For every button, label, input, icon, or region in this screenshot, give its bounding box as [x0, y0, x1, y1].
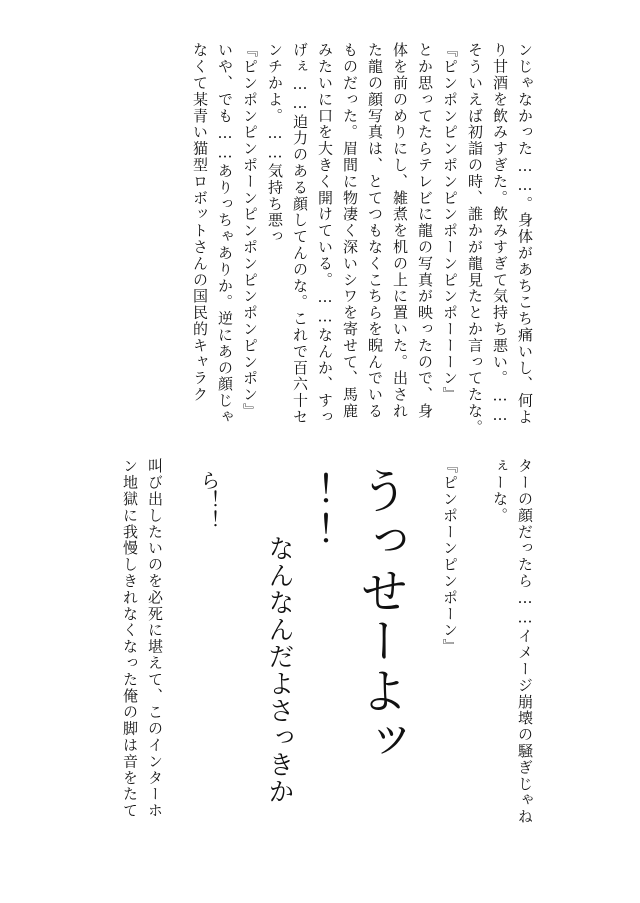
text-column-8: ものだった。眉間に物凄く深いシワを寄せて、馬鹿	[341, 42, 359, 420]
text-column-5: とか思ってたらテレビに龍の写真が映ったので、身	[416, 42, 434, 420]
big-exclaim: ！！	[291, 472, 335, 552]
shout-column: うっせーよッ	[352, 466, 408, 766]
text-column-14: なくて某青い猫型ロボットさんの国民的キャラク	[191, 42, 209, 403]
text-column-3: そういえば初詣の時、誰かが龍見たとか言ってたな。	[466, 42, 484, 436]
text-column-10: げぇ……迫力のある顔してんのな。これで百六十セ	[291, 42, 309, 426]
text-column-20: 叫び出したいのを必死に堪えて、このインターホ	[146, 458, 164, 819]
text-column-7: た龍の顔写真は、とてつもなくこちらを睨んでいる	[366, 42, 384, 420]
text-column-12: 『ピンポンピンポーンピンポンピンポンピンポン』	[241, 42, 259, 420]
text-column-1: ンじゃなかった……。身体があちこち痛いし、何よ	[516, 42, 534, 426]
text-column-21: ン地獄に我慢しきれなくなった俺の脚は音をたて	[121, 458, 139, 819]
text-column-9: みたいに口を大きく開けている。……なんか、すっ	[316, 42, 334, 426]
text-column-18: なんなんだよさっきか	[264, 535, 294, 805]
text-column-19: ら！！	[197, 470, 221, 530]
text-column-15: ターの顔だったら……イメージ崩壊の騒ぎじゃね	[516, 458, 534, 825]
text-column-6: 体を前のめりにし、雑煮を机の上に置いた。出され	[391, 42, 409, 420]
text-column-4: 『ピンポンピンポンピンポーンピンポーーーン』	[441, 42, 459, 403]
text-column-13: いや、でも……ありっちゃありか。逆にあの顔じゃ	[216, 42, 234, 426]
text-column-17: 『ピンポーンピンポーン』	[441, 458, 459, 655]
text-column-11: ンチかよ。……気持ち悪っ	[266, 42, 284, 245]
text-column-16: ぇーな。	[491, 458, 509, 524]
text-column-2: り甘酒を飲みすぎた。飲みすぎて気持ち悪い。……	[491, 42, 509, 426]
